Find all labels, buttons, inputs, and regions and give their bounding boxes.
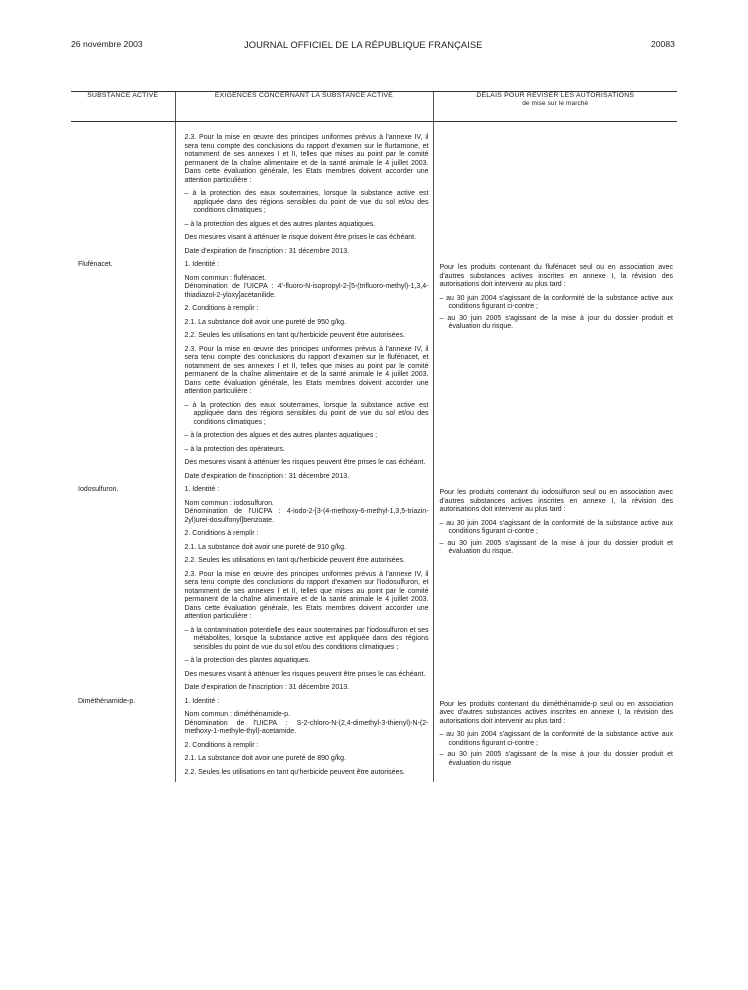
col-header-delais-line2: de mise sur le marché xyxy=(522,100,589,107)
common-name: Nom commun : flufénacet. xyxy=(184,274,267,282)
delai-intro: Pour les produits contenant du flufénacet seul ou en association avec d'autres substances actives inscrites en annexe I, la révision des autorisations doit intervenir au plus tard : xyxy=(439,264,673,288)
paragraph: 2.2. Seules les utilisations en tant qu'herbicide peuvent être autorisées. xyxy=(184,557,405,564)
substance-cell xyxy=(71,134,175,261)
bullet-item: – à la protection des opérateurs. xyxy=(184,445,285,453)
table-row xyxy=(71,486,677,698)
expiration-date: Date d'expiration de l'inscription : 31 décembre 2013. xyxy=(184,684,350,691)
heading-identite: 1. Identité : xyxy=(184,697,220,705)
paragraph: Des mesures visant à atténuer les risques peuvent être prises le cas échéant. xyxy=(184,670,426,678)
delais-cell xyxy=(433,261,677,486)
paragraph: 2.1. La substance doit avoir une pureté de 890 g/kg. xyxy=(184,755,347,762)
table-row xyxy=(71,134,677,261)
iupac-name: Dénomination de l'UICPA : S-2-chloro-N-(2,4-dimethyl-3-thienyl)-N-(2-methoxy-1-methyle-thyl)-acetamide. xyxy=(184,719,429,735)
iupac-name: Dénomination de l'UICPA : 4-iodo-2-[3-(4-methoxy-6-methyl-1,3,5-triazin-2yl)urei-dosulfonyl]benzoate. xyxy=(184,508,429,524)
delai-item: – au 30 juin 2005 s'agissant de la mise à jour du dossier produit et évaluation du risque. xyxy=(439,539,673,555)
delai-intro: Pour les produits contenant du iodosulfuron seul ou en association avec d'autres substances actives inscrites en annexe I, la révision des autorisations doit intervenir au plus tard : xyxy=(439,489,673,513)
col-header-delais xyxy=(433,92,677,122)
paragraph: 2.2. Seules les utilisations en tant qu'herbicide peuvent être autorisées. xyxy=(184,768,405,776)
table-spacer-row xyxy=(71,122,677,135)
expiration-date: Date d'expiration de l'inscription : 31 décembre 2013. xyxy=(184,472,350,480)
delais-cell xyxy=(433,134,677,261)
table-row xyxy=(71,261,677,486)
heading-conditions: 2. Conditions à remplir : xyxy=(184,530,259,537)
table-header-row xyxy=(71,92,677,122)
exigences-cell xyxy=(175,486,433,698)
bullet-item: – à la protection des eaux souterraines, lorsque la substance active est appliquée dans des régions sensibles du point de vue du sol et/ou des conditions climatiques ; xyxy=(184,401,429,426)
expiration-date: Date d'expiration de l'inscription : 31 décembre 2013. xyxy=(184,247,350,255)
header-page-number: 20083 xyxy=(651,39,675,49)
paragraph: 2.3. Pour la mise en œuvre des principes uniformes prévus à l'annexe IV, il sera tenu compte des conclusions du rapport d'examen sur le flufénacet, et notamment de ses annexes I et II, telles que mises au point par le comité permanent de la chaîne alimentaire et de la santé animale le 4 juillet 2003. Dans cette évaluation générale, les Etats membres doivent accorder une attention particulière : xyxy=(184,345,429,395)
delai-item: – au 30 juin 2004 s'agissant de la conformité de la substance active aux conditions figurant ci-contre ; xyxy=(439,519,673,535)
substances-table xyxy=(71,91,677,782)
paragraph: Des mesures visant à atténuer le risque doivent être prises le cas échéant. xyxy=(184,234,417,241)
paragraph: 2.1. La substance doit avoir une pureté de 910 g/kg. xyxy=(184,543,347,551)
heading-conditions: 2. Conditions à remplir : xyxy=(184,305,259,312)
heading-identite: 1. Identité : xyxy=(184,261,220,268)
col-header-delais-line1: DÉLAIS POUR RÉVISER LES AUTORISATIONS xyxy=(476,92,635,99)
delai-intro: Pour les produits contenant du diméthénamide-p seul ou en association avec d'autres substances actives inscrites en annexe I, la révision des autorisations doit intervenir au plus tard : xyxy=(439,700,673,725)
delai-item: – au 30 juin 2004 s'agissant de la conformité de la substance active aux conditions figurant ci-contre ; xyxy=(439,731,673,747)
heading-conditions: 2. Conditions à remplir : xyxy=(184,741,259,749)
paragraph: 2.3. Pour la mise en œuvre des principes uniformes prévus à l'annexe IV, il sera tenu compte des conclusions du rapport d'examen sur le flurtamone, et notamment de ses annexes I et II, telles que mises au point par le comité permanent de la chaîne alimentaire et de la santé animale le 4 juillet 2003. Dans cette évaluation générale, les Etats membres doivent accorder une attention particulière : xyxy=(184,134,429,184)
exigences-cell xyxy=(175,698,433,783)
bullet-item: – à la protection des eaux souterraines, lorsque la substance active est appliquée dans des régions sensibles du point de vue du sol et/ou des conditions climatiques ; xyxy=(184,190,429,214)
delai-item: – au 30 juin 2004 s'agissant de la conformité de la substance active aux conditions figurant ci-contre ; xyxy=(439,294,673,310)
substance-name: Flufénacet. xyxy=(78,261,113,268)
paragraph: Des mesures visant à atténuer les risques peuvent être prises le cas échéant. xyxy=(184,459,426,466)
table-row xyxy=(71,698,677,783)
delais-cell xyxy=(433,486,677,698)
iupac-name: Dénomination de l'UICPA : 4'-fluoro-N-isopropyl-2-[5-(trifluoro-methyl)-1,3,4-thiadiazol-2-yloxy]acetanilide. xyxy=(184,283,429,299)
delais-cell xyxy=(433,698,677,783)
common-name: Nom commun : diméthénamide-p. xyxy=(184,711,290,718)
bullet-item: – à la contamination potentielle des eaux souterraines par l'iodosulfuron et ses métabolites, lorsque la substance active est appliquée dans des régions sensibles du point de vue du sol et/ou des conditions climatiques ; xyxy=(184,626,429,651)
bullet-item: – à la protection des plantes aquatiques. xyxy=(184,657,311,664)
paragraph: 2.2. Seules les utilisations en tant qu'herbicide peuvent être autorisées. xyxy=(184,332,405,339)
delai-item: – au 30 juin 2005 s'agissant de la mise à jour du dossier produit et évaluation du risque xyxy=(439,751,673,767)
heading-identite: 1. Identité : xyxy=(184,486,220,493)
exigences-cell xyxy=(175,261,433,486)
substance-name: Diméthénamide-p. xyxy=(78,697,136,705)
bullet-item: – à la protection des algues et des autres plantes aquatiques. xyxy=(184,220,376,228)
substance-name: Iodosulfuron. xyxy=(78,486,119,493)
bullet-item: – à la protection des algues et des autres plantes aquatiques ; xyxy=(184,432,378,439)
col-header-substance: SUBSTANCE ACTIVE xyxy=(71,92,175,122)
header-date: 26 novembre 2003 xyxy=(71,39,143,49)
header-title: JOURNAL OFFICIEL DE LA RÉPUBLIQUE FRANÇAISE xyxy=(244,39,483,50)
exigences-cell xyxy=(175,134,433,261)
paragraph: 2.1. La substance doit avoir une pureté de 950 g/kg. xyxy=(184,318,347,326)
col-header-exigences: EXIGENCES CONCERNANT LA SUBSTANCE ACTIVE xyxy=(175,92,433,122)
delai-item: – au 30 juin 2005 s'agissant de la mise à jour du dossier produit et évaluation du risque. xyxy=(439,314,673,330)
paragraph: 2.3. Pour la mise en œuvre des principes uniformes prévus à l'annexe IV, il sera tenu compte des conclusions du rapport d'examen sur l'iodosulfuron, et notamment de ses annexes I et II, telles que mises au point par le comité permanent de la chaîne alimentaire et de la santé animale le 4 juillet 2003. Dans cette évaluation générale, les Etats membres doivent accorder une attention particulière : xyxy=(184,570,429,620)
common-name: Nom commun : iodosulfuron. xyxy=(184,499,274,507)
